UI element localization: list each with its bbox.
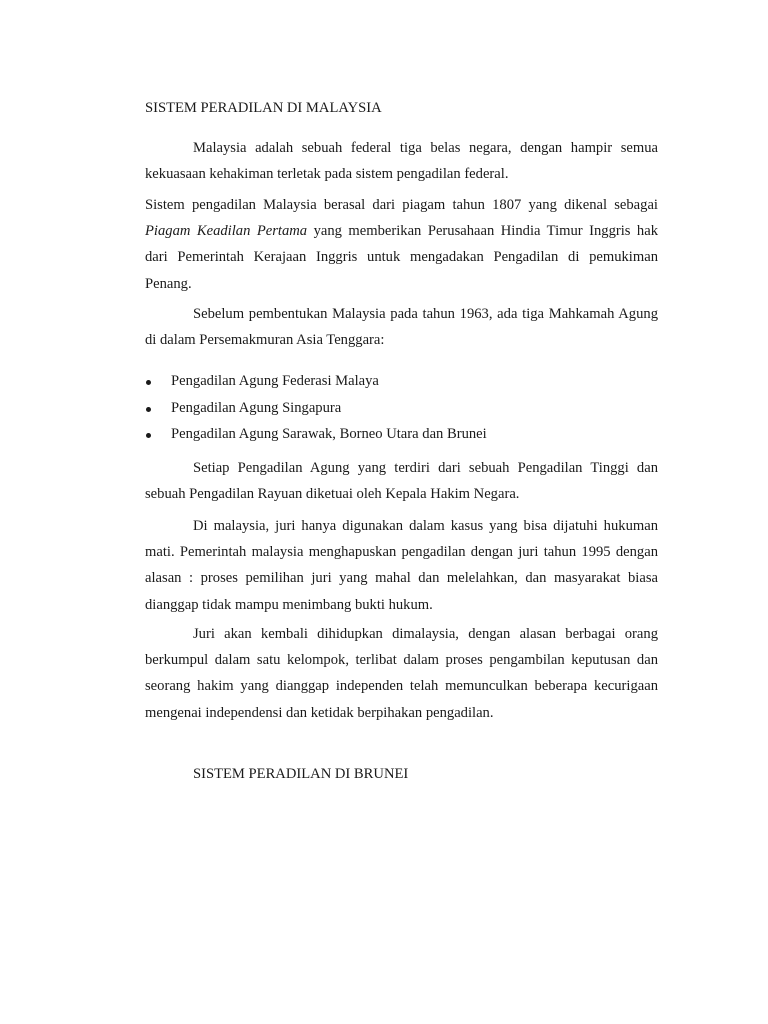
bullet-icon bbox=[146, 380, 151, 385]
paragraph-history-italic: Piagam Keadilan Pertama bbox=[145, 223, 308, 240]
list-item bbox=[145, 395, 487, 422]
paragraph-history-text-a: Sistem pengadilan Malaysia berasal dari piagam tahun 1807 yang dikenal sebagai bbox=[145, 197, 658, 213]
section-heading-brunei: SISTEM PERADILAN DI BRUNEI bbox=[193, 766, 409, 782]
paragraph-before-1963: Sebelum pembentukan Malaysia pada tahun 1963, ada tiga Mahkamah Agung di dalam Persemakmuran Asia Tenggara: bbox=[145, 306, 658, 349]
paragraph-history bbox=[145, 192, 658, 297]
list-item bbox=[145, 368, 487, 395]
court-list bbox=[145, 368, 487, 448]
bullet-icon bbox=[146, 407, 151, 412]
bullet-icon bbox=[146, 433, 151, 438]
paragraph-court-structure: Setiap Pengadilan Agung yang terdiri dari sebuah Pengadilan Tinggi dan sebuah Pengadilan Rayuan diketuai oleh Kepala Hakim Negara. bbox=[145, 460, 658, 503]
list-item-label: Pengadilan Agung Sarawak, Borneo Utara dan Brunei bbox=[171, 426, 487, 442]
section-heading-malaysia: SISTEM PERADILAN DI MALAYSIA bbox=[145, 100, 382, 116]
list-item-label: Pengadilan Agung Singapura bbox=[171, 399, 342, 416]
list-item-label: Pengadilan Agung Federasi Malaya bbox=[171, 373, 379, 389]
paragraph-history-text-b: yang memberikan Perusahaan Hindia Timur Inggris hak dari Pemerintah Kerajaan Inggris untuk mengadakan Pengadilan di pemukiman Penang. bbox=[145, 223, 658, 292]
list-item bbox=[145, 421, 487, 448]
paragraph-jury-abolished: Di malaysia, juri hanya digunakan dalam kasus yang bisa dijatuhi hukuman mati. Pemerintah malaysia menghapuskan pengadilan dengan juri tahun 1995 dengan alasan : proses pemilihan juri yang mahal dan melelahkan, dan masyarakat biasa dianggap tidak mampu menimbang bukti hukum. bbox=[145, 518, 658, 613]
paragraph-intro: Malaysia adalah sebuah federal tiga belas negara, dengan hampir semua kekuasaan kehakiman terletak pada sistem pengadilan federal. bbox=[145, 140, 658, 183]
paragraph-jury-revival: Juri akan kembali dihidupkan dimalaysia, dengan alasan berbagai orang berkumpul dalam satu kelompok, terlibat dalam proses pengambilan keputusan dan seorang hakim yang dianggap independen telah memunculkan beberapa kecurigaan mengenai independensi dan ketidak berpihakan pengadilan. bbox=[145, 626, 658, 721]
